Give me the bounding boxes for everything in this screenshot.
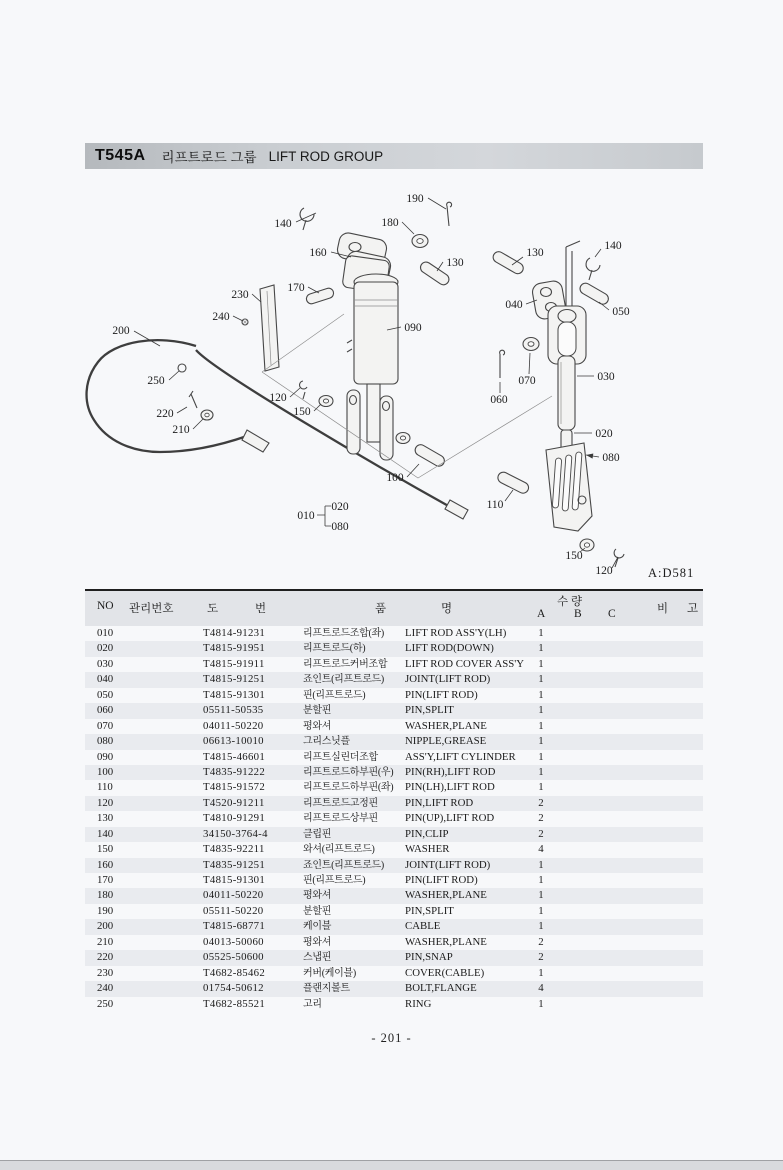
cell-qty: 2	[538, 812, 544, 825]
cell-code: T4815-91911	[203, 657, 265, 670]
cell-kr: 분할핀	[303, 905, 332, 917]
cell-kr: 핀(리프트로드)	[303, 689, 366, 701]
callout-label-040: 040	[505, 299, 523, 311]
cell-en: PIN,CLIP	[405, 827, 449, 840]
cell-kr: 평와셔	[303, 936, 332, 948]
parts-table-header	[85, 591, 707, 626]
table-row	[85, 935, 703, 950]
callout-label-160: 160	[309, 247, 327, 259]
cell-kr: 핀(리프트로드)	[303, 875, 366, 886]
col-header-name-2: 명	[441, 603, 453, 615]
col-header-drawing-2: 번	[255, 603, 267, 615]
table-row	[85, 688, 703, 703]
callout-label-020: 020	[595, 428, 613, 440]
cell-qty: 1	[538, 642, 544, 655]
cell-code: T4682-85462	[203, 966, 266, 979]
table-row	[85, 997, 703, 1012]
col-header-name-1: 품	[375, 603, 387, 615]
cell-en: JOINT(LIFT ROD)	[405, 673, 491, 686]
cell-code: 05525-50600	[203, 951, 264, 964]
cell-no: 190	[97, 904, 114, 917]
callout-label-110: 110	[486, 499, 504, 511]
cell-en: PIN,SPLIT	[405, 904, 454, 917]
cell-no: 090	[97, 750, 114, 763]
cell-code: T4682-85521	[203, 997, 266, 1010]
callout-label-250: 250	[147, 375, 165, 387]
cell-kr: 플랜지볼트	[303, 983, 350, 995]
lift-cylinder-drawing	[262, 202, 552, 478]
cell-no: 030	[97, 657, 114, 670]
cell-code: 34150-3764-4	[203, 827, 268, 840]
callout-label-120: 120	[269, 392, 287, 404]
cell-en: JOINT(LIFT ROD)	[405, 858, 491, 871]
cell-no: 020	[97, 642, 114, 655]
cell-no: 010	[97, 627, 114, 639]
callout-label-210: 210	[172, 424, 190, 436]
cell-kr: 죠인트(리프트로드)	[303, 674, 384, 686]
parts-table-rows	[85, 626, 703, 1012]
cell-kr: 평와셔	[303, 720, 332, 732]
callout-label-150: 150	[293, 406, 311, 418]
cell-qty: 2	[538, 935, 544, 948]
cell-qty: 1	[538, 750, 544, 763]
callout-leader	[193, 419, 203, 429]
callout-leader	[437, 262, 443, 271]
table-row	[85, 626, 703, 641]
cell-en: COVER(CABLE)	[405, 966, 485, 979]
table-row	[85, 719, 703, 734]
cell-no: 130	[97, 812, 114, 825]
cell-no: 070	[97, 719, 114, 732]
cell-no: 110	[97, 781, 113, 794]
table-row	[85, 827, 703, 842]
cell-en: BOLT,FLANGE	[405, 982, 477, 995]
cell-kr: 분할핀	[303, 705, 332, 717]
cell-no: 080	[97, 735, 114, 748]
col-header-drawing-1: 도	[207, 603, 219, 615]
cell-no: 100	[97, 765, 114, 778]
cell-en: LIFT ROD(DOWN)	[405, 642, 494, 655]
cell-en: PIN,SPLIT	[405, 704, 454, 717]
cell-code: 06613-10010	[203, 735, 264, 748]
cell-qty: 1	[538, 858, 544, 871]
callout-label-130: 130	[526, 247, 544, 259]
callout-leader	[134, 331, 160, 346]
table-row	[85, 672, 703, 687]
cell-qty: 1	[538, 688, 544, 701]
cell-en: LIFT ROD COVER ASS'Y	[405, 657, 525, 670]
callout-leader	[407, 464, 419, 477]
callout-label-030: 030	[597, 371, 615, 383]
cell-code: 04013-50060	[203, 935, 264, 948]
cell-qty: 1	[538, 673, 544, 686]
cell-no: 250	[97, 997, 114, 1010]
callout-label-060: 060	[490, 394, 508, 406]
table-row	[85, 873, 703, 888]
cell-code: T4815-91301	[203, 874, 266, 886]
cell-qty: 1	[538, 704, 544, 717]
callout-label-120: 120	[595, 565, 613, 577]
callout-label-100: 100	[386, 472, 404, 484]
cell-qty: 2	[538, 951, 544, 964]
cell-en: WASHER,PLANE	[405, 935, 487, 948]
cell-en: PIN(UP),LIFT ROD	[405, 812, 495, 825]
cell-code: 01754-50612	[203, 982, 264, 995]
cell-en: PIN,LIFT ROD	[405, 796, 474, 809]
cell-kr: 리프트로드하부핀(우)	[303, 766, 394, 778]
callout-label-050: 050	[612, 306, 630, 318]
cell-kr: 죠인트(리프트로드)	[303, 859, 384, 871]
cell-code: T4815-91301	[203, 688, 266, 701]
cell-code: T4814-91231	[203, 627, 266, 639]
cell-en: RING	[405, 997, 432, 1010]
cell-no: 220	[97, 951, 114, 964]
cell-kr: 리프트로드고정핀	[303, 797, 378, 809]
callout-leader	[290, 388, 300, 397]
callout-leader	[177, 407, 187, 413]
col-header-qty-a: A	[537, 608, 546, 620]
table-row	[85, 919, 703, 934]
cell-qty: 1	[538, 765, 544, 778]
callout-leader	[428, 198, 446, 209]
cell-kr: 리프트로드하부핀(좌)	[303, 782, 394, 794]
callout-label-010: 010	[297, 510, 315, 522]
callout-label-070: 070	[518, 375, 536, 387]
cell-no: 230	[97, 966, 114, 979]
page-title-english: LIFT ROD GROUP	[268, 148, 384, 164]
cell-en: LIFT ROD ASS'Y(LH)	[405, 627, 507, 639]
callout-leader	[402, 222, 414, 234]
cell-code: 05511-50535	[203, 704, 264, 717]
cell-kr: 케이블	[303, 921, 332, 933]
cell-code: 04011-50220	[203, 889, 264, 902]
callout-label-200: 200	[112, 325, 130, 337]
table-row	[85, 641, 703, 656]
cell-no: 240	[97, 982, 114, 995]
cell-kr: 스냅핀	[303, 952, 332, 964]
cell-code: T4815-91951	[203, 642, 266, 655]
cell-en: CABLE	[405, 920, 441, 933]
table-row	[85, 765, 703, 780]
cell-en: PIN(LIFT ROD)	[405, 688, 478, 701]
page-number: - 201 -	[371, 1031, 412, 1045]
cell-kr: 고리	[303, 998, 322, 1010]
cell-qty: 1	[538, 657, 544, 670]
table-row	[85, 750, 703, 765]
diagram-ref-label: A:D581	[648, 566, 695, 580]
cell-code: T4815-68771	[203, 920, 266, 933]
callout-label-170: 170	[287, 282, 305, 294]
cell-no: 040	[97, 673, 114, 686]
callout-label-220: 220	[156, 408, 174, 420]
cell-code: T4835-92211	[203, 843, 265, 856]
callout-label-190: 190	[406, 193, 424, 205]
cell-qty: 1	[538, 735, 544, 748]
table-row	[85, 811, 703, 826]
callout-label-130: 130	[446, 257, 464, 269]
col-header-remarks: 비 고	[657, 603, 707, 615]
cell-en: PIN(LH),LIFT ROD	[405, 781, 495, 794]
cell-kr: 클립핀	[303, 828, 332, 840]
cell-qty: 1	[538, 904, 544, 917]
col-header-qty-b: B	[574, 608, 582, 620]
cell-code: T4520-91211	[203, 796, 265, 809]
cell-en: PIN(RH),LIFT ROD	[405, 765, 496, 778]
cell-no: 200	[97, 920, 114, 933]
cell-code: 04011-50220	[203, 719, 264, 732]
cell-code: T4815-91572	[203, 781, 266, 794]
cell-en: NIPPLE,GREASE	[405, 735, 487, 748]
cell-en: WASHER,PLANE	[405, 719, 487, 732]
callout-leader	[308, 287, 319, 293]
cell-no: 060	[97, 704, 114, 717]
table-row	[85, 950, 703, 965]
table-row	[85, 703, 703, 718]
cell-no: 120	[97, 796, 114, 809]
callout-label-090: 090	[404, 322, 422, 334]
bracket-lines	[317, 506, 331, 526]
cell-qty: 1	[538, 627, 544, 639]
cell-no: 170	[97, 874, 114, 886]
col-header-qty-c: C	[608, 608, 616, 620]
cell-qty: 1	[538, 920, 544, 933]
callout-label-140: 140	[604, 240, 622, 252]
col-header-qty: 수 량	[557, 596, 583, 608]
scan-edge-shadow	[0, 1160, 783, 1170]
cell-no: 160	[97, 858, 114, 871]
cell-qty: 4	[538, 843, 544, 856]
cell-qty: 4	[538, 982, 544, 995]
cell-no: 180	[97, 889, 114, 902]
cell-code: T4815-46601	[203, 750, 266, 763]
cell-en: WASHER,PLANE	[405, 889, 487, 902]
cell-kr: 리프트로드커버조합	[303, 658, 388, 670]
cell-no: 050	[97, 688, 114, 701]
callout-leader	[529, 353, 530, 374]
cell-qty: 1	[538, 966, 544, 979]
callout-leader	[252, 294, 261, 302]
cell-code: T4835-91251	[203, 858, 266, 871]
table-row	[85, 657, 703, 672]
cell-qty: 1	[538, 997, 544, 1010]
cell-kr: 리프트로드조합(좌)	[303, 628, 384, 639]
cell-code: T4835-91222	[203, 765, 266, 778]
table-row	[85, 842, 703, 857]
cell-kr: 리프트로드(하)	[303, 643, 366, 655]
page-title-korean: 리프트로드 그룹	[161, 150, 257, 165]
table-row	[85, 888, 703, 903]
callout-leader	[595, 249, 601, 257]
callout-label-080: 080	[331, 521, 349, 533]
cell-kr: 리프트로드상부핀	[303, 813, 378, 825]
cell-qty: 2	[538, 796, 544, 809]
callout-label-150: 150	[565, 550, 583, 562]
callout-label-240: 240	[212, 311, 230, 323]
table-row	[85, 734, 703, 749]
model-code: T545A	[95, 147, 146, 164]
callout-leader	[233, 316, 243, 321]
table-row	[85, 780, 703, 795]
callout-arrowhead	[586, 453, 593, 458]
cell-kr: 리프트실린더조합	[303, 751, 378, 763]
callout-label-230: 230	[231, 289, 249, 301]
table-row	[85, 904, 703, 919]
cell-qty: 1	[538, 874, 544, 886]
lift-rod-right-drawing	[491, 241, 624, 567]
cell-en: PIN,SNAP	[405, 951, 453, 964]
cell-en: WASHER	[405, 843, 450, 856]
cell-code: T4810-91291	[203, 812, 266, 825]
callout-label-020: 020	[331, 501, 349, 513]
callout-leader	[169, 371, 179, 380]
table-row	[85, 981, 703, 996]
callout-label-140: 140	[274, 218, 292, 230]
cell-kr: 커버(케이블)	[303, 967, 356, 979]
callout-label-080: 080	[602, 452, 620, 464]
callout-leader	[505, 490, 513, 501]
col-header-no: NO	[97, 600, 114, 612]
callout-label-180: 180	[381, 217, 399, 229]
cell-qty: 1	[538, 781, 544, 794]
cell-en: PIN(LIFT ROD)	[405, 874, 478, 886]
cell-no: 150	[97, 843, 114, 856]
table-row	[85, 796, 703, 811]
cell-code: 05511-50220	[203, 904, 264, 917]
table-row	[85, 966, 703, 981]
cell-qty: 1	[538, 889, 544, 902]
cell-kr: 그리스닛플	[303, 736, 350, 748]
cell-kr: 와셔(리프트로드)	[303, 844, 375, 856]
parts-table	[85, 589, 707, 1012]
cell-kr: 평와셔	[303, 890, 332, 902]
cell-no: 140	[97, 827, 114, 840]
table-row	[85, 858, 703, 873]
col-header-mgmt-no: 관리번호	[129, 603, 174, 615]
cell-qty: 1	[538, 719, 544, 732]
cell-no: 210	[97, 935, 114, 948]
cell-qty: 2	[538, 827, 544, 840]
cell-code: T4815-91251	[203, 673, 266, 686]
cell-en: ASS'Y,LIFT CYLINDER	[405, 750, 516, 763]
